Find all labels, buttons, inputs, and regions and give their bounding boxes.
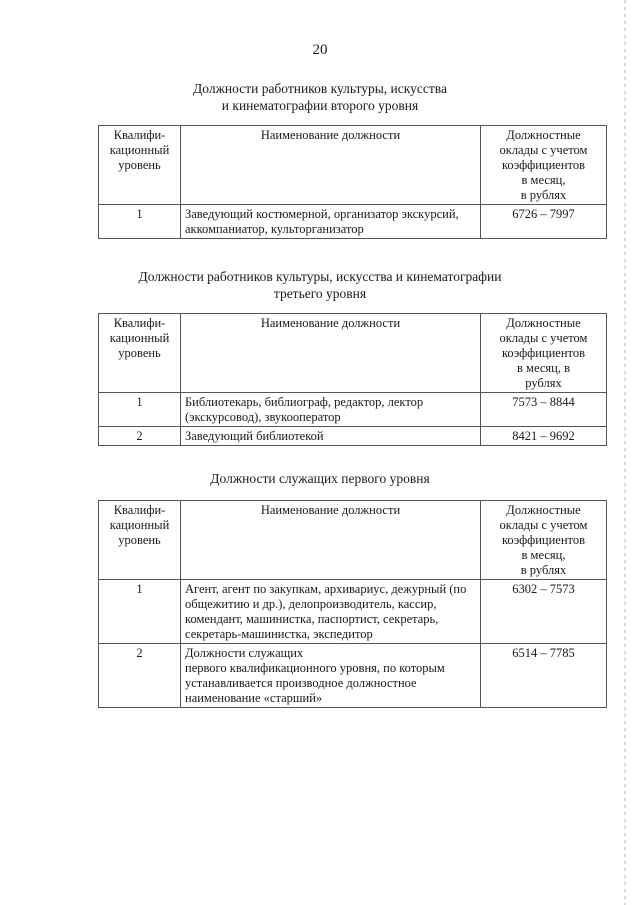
table-row [99,393,607,427]
cell-position-name: Заведующий костюмерной, организатор экскурсий, аккомпаниатор, культорганизатор [181,205,481,239]
header-level: Квалифи- кационный уровень [99,314,181,393]
cell-position-name: Заведующий библиотекой [181,427,481,446]
header-level: Квалифи- кационный уровень [99,501,181,580]
table-header-row [99,314,607,393]
cell-level: 1 [99,205,181,239]
cell-salary: 8421 – 9692 [481,427,607,446]
cell-level: 1 [99,393,181,427]
section-title-clerks-first-level: Должности служащих первого уровня [210,471,430,486]
cell-salary: 7573 – 8844 [481,393,607,427]
cell-salary: 6514 – 7785 [481,644,607,708]
table-header-row [99,126,607,205]
cell-level: 2 [99,427,181,446]
cell-salary: 6726 – 7997 [481,205,607,239]
cell-position-name: Библиотекарь, библиограф, редактор, лектор (экскурсовод), звукооператор [181,393,481,427]
header-level: Квалифи- кационный уровень [99,126,181,205]
table-second-level [98,125,607,239]
table-row [99,644,607,708]
header-salary: Должностные оклады с учетом коэффициентов в месяц, в рублях [481,501,607,580]
table-third-level [98,313,607,446]
table-row [99,427,607,446]
page-number: 20 [312,42,328,58]
table-header-row [99,501,607,580]
header-position-name: Наименование должности [181,314,481,393]
header-position-name: Наименование должности [181,126,481,205]
cell-position-name: Должности служащих первого квалификационного уровня, по которым устанавливается производное должностное наименование «старший» [181,644,481,708]
header-position-name: Наименование должности [181,501,481,580]
cell-level: 1 [99,580,181,644]
table-clerks-first-level [98,500,607,708]
header-salary: Должностные оклады с учетом коэффициентов в месяц, в рублях [481,314,607,393]
table-row [99,205,607,239]
cell-salary: 6302 – 7573 [481,580,607,644]
section-title-third-level: Должности работников культуры, искусства и кинематографии третьего уровня [138,269,502,301]
section-title-second-level: Должности работников культуры, искусства и кинематографии второго уровня [193,81,447,113]
header-salary: Должностные оклады с учетом коэффициентов в месяц, в рублях [481,126,607,205]
table-row [99,580,607,644]
scan-edge-artifact [624,0,626,905]
cell-level: 2 [99,644,181,708]
cell-position-name: Агент, агент по закупкам, архивариус, дежурный (по общежитию и др.), делопроизводитель, кассир, комендант, машинистка, паспортист, секретарь, секретарь-машинистка, экспедитор [181,580,481,644]
